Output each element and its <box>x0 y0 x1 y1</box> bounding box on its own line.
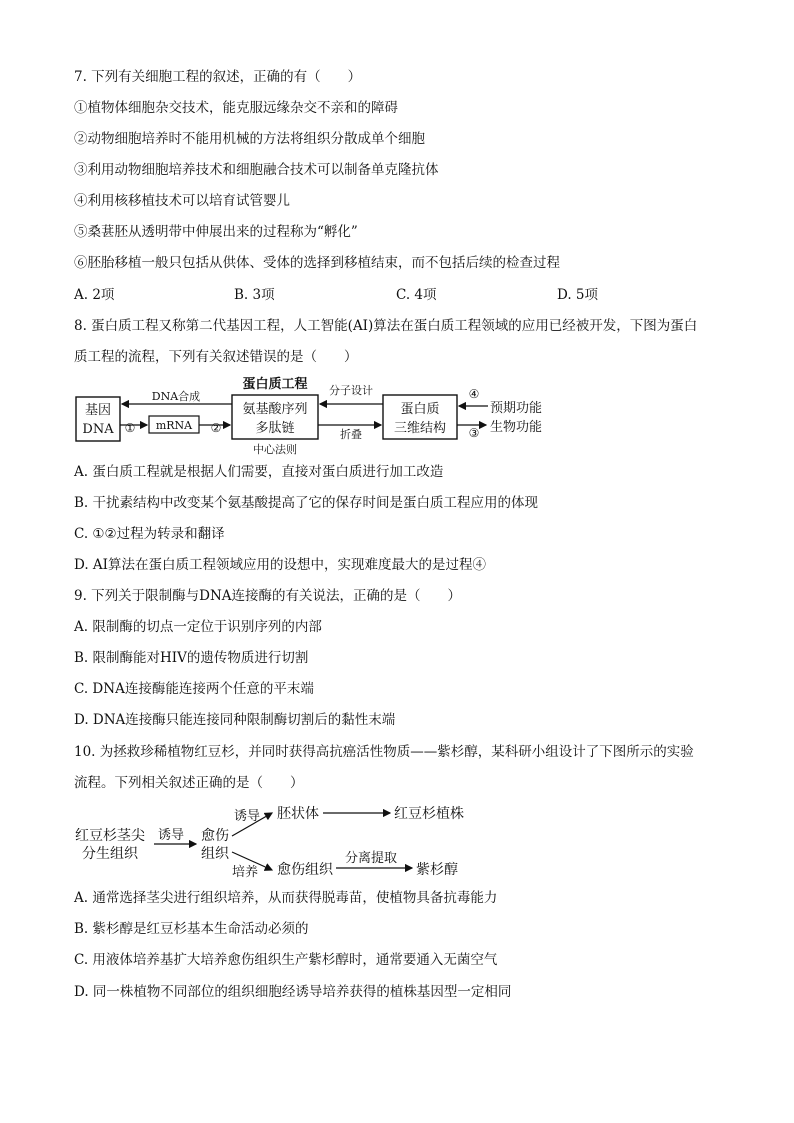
induce-label-2: 诱导 <box>234 809 261 824</box>
gene-label: 基因 <box>84 403 112 418</box>
taxol-label: 紫杉醇 <box>416 862 458 878</box>
embryoid-label: 胚状体 <box>277 806 319 822</box>
q7-option-c: C. 4项 <box>396 287 437 303</box>
q10-option-b: B. 紫杉醇是红豆杉基本生命活动必须的 <box>74 921 309 937</box>
q8-option-c: C. ①②过程为转录和翻译 <box>74 526 225 542</box>
q7-item-2: ②动物细胞培养时不能用机械的方法将组织分散成单个细胞 <box>74 131 425 147</box>
q10-stem-line2: 流程。下列相关叙述正确的是（ ） <box>74 775 304 791</box>
biological-function-label: 生物功能 <box>490 420 543 435</box>
q7-option-d: D. 5项 <box>557 287 599 303</box>
expected-function-label: 预期功能 <box>490 401 543 416</box>
tissue-culture-diagram <box>74 800 504 882</box>
q7-item-4: ④利用核移植技术可以培育试管婴儿 <box>74 193 290 209</box>
culture-label: 培养 <box>232 865 259 880</box>
q10-stem-line1: 10. 为拯救珍稀植物红豆杉，并同时获得高抗癌活性物质——紫杉醇，某科研小组设计了下图所示的实验 <box>74 744 694 760</box>
q9-option-c: C. DNA连接酶能连接两个任意的平末端 <box>74 681 314 697</box>
q7-item-6: ⑥胚胎移植一般只包括从供体、受体的选择到移植结束，而不包括后续的检查过程 <box>74 255 560 271</box>
q8-stem-line2: 质工程的流程，下列有关叙述错误的是（ ） <box>74 349 358 365</box>
q10-option-d: D. 同一株植物不同部位的组织细胞经诱导培养获得的植株基因型一定相同 <box>74 984 512 1000</box>
q8-stem-line1: 8. 蛋白质工程又称第二代基因工程，人工智能(AI)算法在蛋白质工程领域的应用已经被开发，下图为蛋白 <box>74 318 698 334</box>
callus-line1: 愈伤 <box>201 828 229 844</box>
q7-stem: 7. 下列有关细胞工程的叙述，正确的有（ ） <box>74 69 362 85</box>
q7-option-a: A. 2项 <box>74 287 115 303</box>
q9-option-d: D. DNA连接酶只能连接同种限制酶切割后的黏性末端 <box>74 712 396 728</box>
q7-option-b: B. 3项 <box>234 287 275 303</box>
source-line1: 红豆杉茎尖 <box>75 828 145 844</box>
folding-label: 折叠 <box>340 428 362 441</box>
plant-label: 红豆杉植株 <box>394 806 464 822</box>
q9-option-a: A. 限制酶的切点一定位于识别序列的内部 <box>74 619 322 635</box>
protein-engineering-diagram <box>74 373 564 458</box>
q10-option-a: A. 通常选择茎尖进行组织培养，从而获得脱毒苗，使植物具备抗毒能力 <box>74 890 498 906</box>
q9-option-b: B. 限制酶能对HIV的遗传物质进行切割 <box>74 650 309 666</box>
dna-synthesis-label: DNA合成 <box>151 390 201 403</box>
structure-label: 三维结构 <box>393 421 447 436</box>
q8-option-d: D. AI算法在蛋白质工程领域应用的设想中，实现难度最大的是过程④ <box>74 557 487 573</box>
polypeptide-label: 多肽链 <box>255 421 295 436</box>
step-1-label: ① <box>124 421 136 435</box>
q7-item-3: ③利用动物细胞培养技术和细胞融合技术可以制备单克隆抗体 <box>74 162 439 178</box>
aa-seq-label: 氨基酸序列 <box>242 402 308 417</box>
q7-item-1: ①植物体细胞杂交技术，能克服远缘杂交不亲和的障碍 <box>74 100 398 116</box>
diagram-title: 蛋白质工程 <box>242 377 308 392</box>
protein-label: 蛋白质 <box>400 402 440 417</box>
source-line2: 分生组织 <box>82 846 138 862</box>
q9-stem: 9. 下列关于限制酶与DNA连接酶的有关说法，正确的是（ ） <box>74 588 462 604</box>
induce-label-1: 诱导 <box>157 828 185 843</box>
callus-tissue-label: 愈伤组织 <box>277 862 333 878</box>
mrna-label: mRNA <box>155 419 193 432</box>
q8-option-b: B. 干扰素结构中改变某个氨基酸提高了它的保存时间是蛋白质工程应用的体现 <box>74 495 539 511</box>
molecular-design-label: 分子设计 <box>329 384 373 397</box>
step-2-label: ② <box>210 421 222 435</box>
q7-item-5: ⑤桑葚胚从透明带中伸展出来的过程称为“孵化” <box>74 224 358 240</box>
q8-option-a: A. 蛋白质工程就是根据人们需要，直接对蛋白质进行加工改造 <box>74 464 444 480</box>
q10-option-c: C. 用液体培养基扩大培养愈伤组织生产紫杉醇时，通常要通入无菌空气 <box>74 952 498 968</box>
dna-label: DNA <box>82 422 114 437</box>
step-3-label: ③ <box>468 426 480 440</box>
central-dogma-label: 中心法则 <box>253 443 297 456</box>
extract-label: 分离提取 <box>344 851 398 866</box>
callus-line2: 组织 <box>201 846 229 862</box>
step-4-label: ④ <box>468 387 480 401</box>
